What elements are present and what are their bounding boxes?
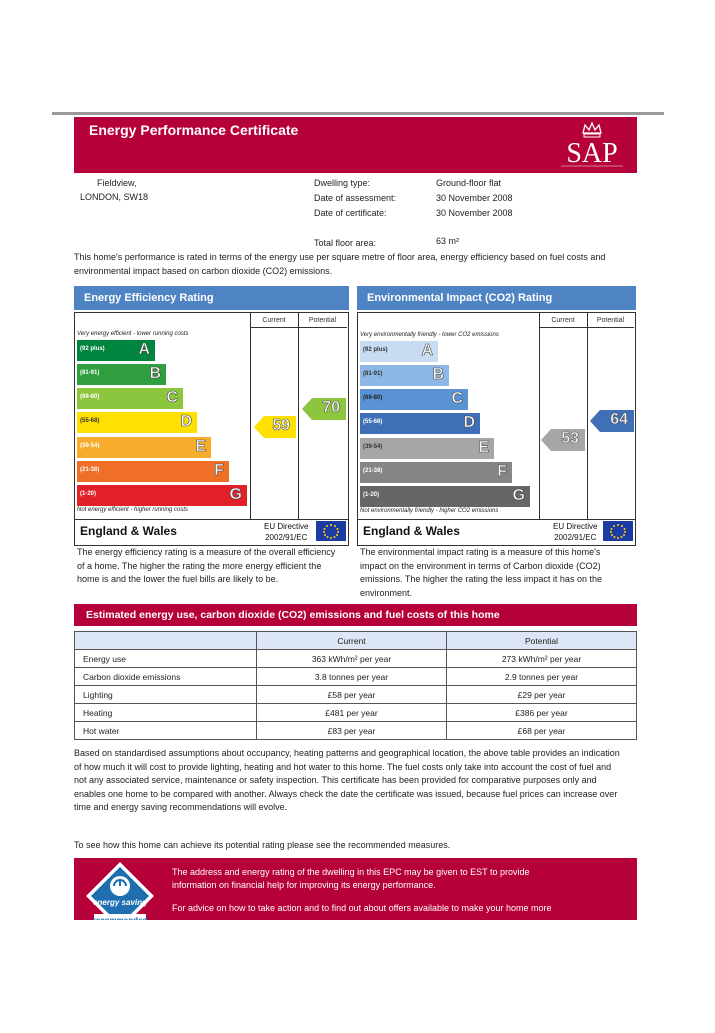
floor-area-value: 63 m² (436, 236, 460, 246)
dwelling-type-value: Ground-floor flat (436, 178, 502, 188)
svg-text:recommended: recommended (92, 916, 148, 925)
environmental-impact-panel (357, 286, 636, 546)
energy-efficiency-title: Energy Efficiency Rating (74, 286, 349, 310)
table-row: Lighting £58 per year £29 per year (75, 686, 637, 704)
svg-text:energy saving: energy saving (93, 898, 147, 907)
eff-current-value: 59 (272, 417, 290, 434)
eff-description: The energy efficiency rating is a measure of the overall efficiency of a home. The higher the rating the more energy efficient the home is and the lower the fuel bills are likely to be. (77, 547, 336, 585)
top-rule (52, 112, 664, 115)
env-current-value: 53 (561, 430, 579, 447)
env-band-e: (39-54) E (360, 438, 494, 459)
env-band-g: (1-20) G (360, 486, 530, 507)
env-col-potential: Potential (596, 317, 625, 324)
eff-band-e: (39-54) E (77, 437, 211, 458)
table-row: Heating £481 per year £386 per year (75, 704, 637, 722)
floor-area-label: Total floor area: (314, 238, 377, 248)
env-band-a: (92 plus) A (360, 341, 438, 362)
eu-flag-icon (603, 521, 633, 541)
eff-region: England & Wales (80, 524, 177, 538)
certificate-date-value: 30 November 2008 (436, 208, 513, 218)
env-current-arrow (541, 429, 585, 451)
eff-col-potential: Potential (308, 317, 337, 324)
table-col-current: Current (257, 632, 447, 650)
footer-text-1: The address and energy rating of the dwelling in this EPC may be given to EST to provide information on financial help for improving its energy performance. (172, 867, 530, 890)
assumptions-text: Based on standardised assumptions about occupancy, heating patterns and geographical location, the above table provides an indication of how much it will cost to provide lighting, heating and hot water to this home. The fuel costs only take into account the cost of fuel and not any associated service, maintenance or safety inspection. This certificate has been provided for comparative purposes only and enables one home to be compared with another. Always check the date the certificate was issued, because fuel prices can increase over time and energy saving recommendations will evolve. (74, 748, 620, 813)
eff-bottom-caption: Not energy efficient - higher running costs (77, 507, 189, 513)
estimates-table (74, 631, 637, 740)
table-row: Energy use 363 kWh/m² per year 273 kWh/m² per year (75, 650, 637, 668)
eff-potential-arrow (302, 398, 346, 420)
eu-flag-icon (316, 521, 346, 541)
est-footer-banner (74, 858, 637, 925)
eff-band-f: (21-38) F (77, 461, 229, 482)
env-band-d: (55-68) D (360, 413, 480, 434)
intro-text: This home's performance is rated in terms of the energy use per square metre of floor area, energy efficiency based on fuel costs and environmental impact based on carbon dioxide (CO2) emissions. (74, 252, 606, 276)
certificate-date-label: Date of certificate: (314, 208, 387, 218)
env-potential-arrow (590, 410, 634, 432)
assessment-date-value: 30 November 2008 (436, 193, 513, 203)
table-row: Hot water £83 per year £68 per year (75, 722, 637, 740)
certificate-header (74, 117, 637, 173)
address-line1: Fieldview, (97, 178, 137, 188)
footer-text-2: For advice on how to take action and to find out about offers available to make your home more (172, 903, 552, 913)
env-bottom-caption: Not environmentally friendly - higher CO2 emissions (360, 508, 499, 514)
table-col-potential: Potential (447, 632, 637, 650)
energy-saving-recommended-icon (84, 860, 156, 925)
energy-efficiency-panel (74, 286, 349, 546)
sap-logo-text: SAP (566, 138, 618, 169)
table-header-row (75, 632, 637, 650)
dwelling-type-label: Dwelling type: (314, 178, 371, 188)
eff-top-caption: Very energy efficient - lower running costs (77, 331, 189, 337)
address-line2: LONDON, SW18 (80, 192, 149, 202)
eff-band-g: (1-20) G (77, 485, 247, 506)
env-band-f: (21-38) F (360, 462, 512, 483)
sap-logo-icon (555, 119, 629, 171)
env-band-c: (69-80) C (360, 389, 468, 410)
eff-eu-directive: EU Directive 2002/91/EC (264, 522, 309, 542)
recommended-measures-text: To see how this home can achieve its potential rating please see the recommended measures. (74, 840, 451, 850)
env-band-b: (81-91) B (360, 365, 449, 386)
eff-potential-value: 70 (322, 399, 340, 416)
eff-col-current: Current (262, 317, 286, 324)
eff-band-a: (92 plus) A (77, 340, 155, 361)
eff-band-c: (69-80) C (77, 388, 183, 409)
eff-current-arrow (254, 416, 296, 438)
env-description: The environmental impact rating is a measure of this home's impact on the environment in terms of Carbon dioxide (CO2) emissions. The higher the rating the less impact it has on the environment. (360, 547, 602, 598)
env-eu-directive: EU Directive 2002/91/EC (553, 522, 598, 542)
eff-band-b: (81-91) B (77, 364, 166, 385)
env-top-caption: Very environmentally friendly - lower CO2 emissions (360, 332, 499, 338)
env-region: England & Wales (363, 524, 460, 538)
page-title: Energy Performance Certificate (89, 122, 299, 138)
assessment-date-label: Date of assessment: (314, 193, 397, 203)
env-col-current: Current (551, 317, 575, 324)
eff-band-d: (55-68) D (77, 412, 197, 433)
env-potential-value: 64 (610, 411, 628, 428)
environmental-impact-title: Environmental Impact (CO2) Rating (357, 286, 636, 310)
table-row: Carbon dioxide emissions 3.8 tonnes per year 2.9 tonnes per year (75, 668, 637, 686)
estimates-header: Estimated energy use, carbon dioxide (CO2) emissions and fuel costs of this home (74, 604, 637, 626)
